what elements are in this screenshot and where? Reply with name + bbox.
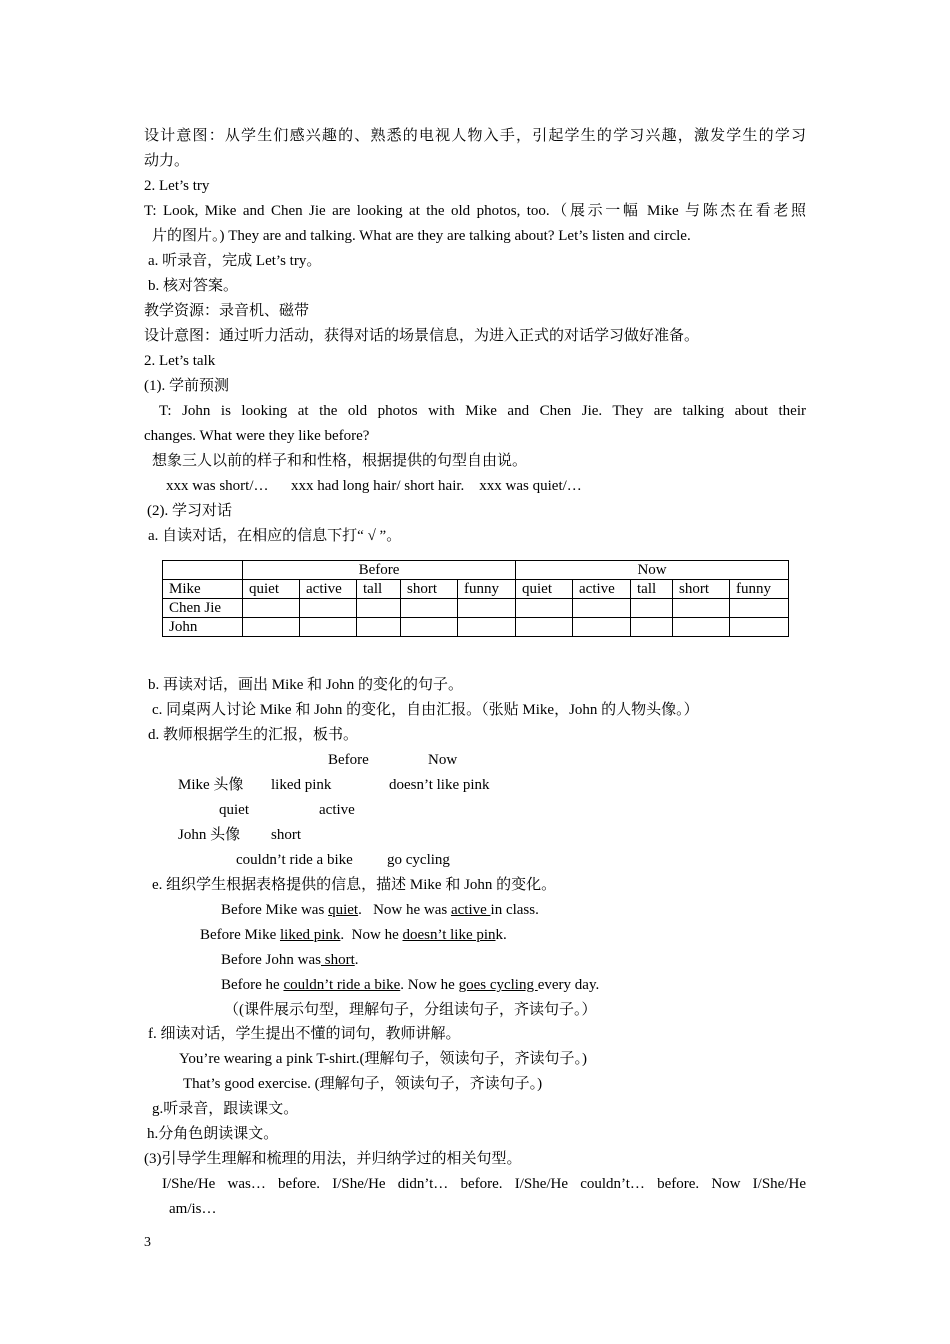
board-mike-portrait: Mike 头像 bbox=[178, 777, 244, 793]
step-f-sentence-1: You’re wearing a pink T-shirt.(理解句子，领读句子，齐读句子。) bbox=[179, 1051, 588, 1067]
table-cell[interactable] bbox=[357, 618, 401, 637]
table-row-label: John bbox=[163, 618, 243, 637]
table-cell[interactable] bbox=[243, 599, 300, 618]
table-row bbox=[163, 599, 789, 618]
underlined-word: liked pink bbox=[279, 927, 341, 943]
lets-talk-teacher-line-1: T: John is looking at the old photos with Mike and Chen Jie. They are talking about their bbox=[159, 403, 806, 419]
lets-talk-heading: 2. Let’s talk bbox=[144, 353, 216, 369]
courseware-note: （(课件展示句型，理解句子，分组读句子，齐读句子。） bbox=[224, 1002, 597, 1018]
table-cell[interactable] bbox=[401, 599, 458, 618]
learn-dialogue-heading: (2). 学习对话 bbox=[147, 503, 232, 519]
board-liked-pink: liked pink bbox=[271, 777, 332, 793]
page-number: 3 bbox=[144, 1235, 151, 1250]
text-segment: . Now he bbox=[340, 927, 403, 943]
table-col-header: active bbox=[300, 580, 357, 599]
table-col-header: tall bbox=[631, 580, 673, 599]
imagine-instruction: 想象三人以前的样子和和性格，根据提供的句型自由说。 bbox=[152, 453, 528, 469]
teaching-resources: 教学资源：录音机、磁带 bbox=[144, 303, 310, 319]
board-john-portrait: John 头像 bbox=[178, 827, 241, 843]
table-col-header: tall bbox=[357, 580, 401, 599]
table-corner-cell bbox=[163, 561, 243, 580]
step-f: f. 细读对话，学生提出不懂的词句，教师讲解。 bbox=[148, 1026, 461, 1042]
underlined-word: couldn’t ride a bike bbox=[283, 977, 401, 993]
design-intent-line-1: 设计意图：从学生们感兴趣的、熟悉的电视人物入手，引起学生的学习兴趣，激发学生的学习 bbox=[144, 128, 806, 144]
table-cell[interactable] bbox=[730, 599, 789, 618]
table-col-header: funny bbox=[730, 580, 789, 599]
design-intent-2: 设计意图：通过听力活动，获得对话的场景信息，为进入正式的对话学习做好准备。 bbox=[144, 328, 700, 344]
lets-try-step-b: b. 核对答案。 bbox=[148, 278, 239, 294]
step-d: d. 教师根据学生的汇报，板书。 bbox=[148, 727, 359, 743]
board-before-label: Before bbox=[328, 752, 369, 768]
underlined-word: goes cycling bbox=[458, 977, 538, 993]
text-segment: . Now he was bbox=[358, 902, 451, 918]
table-now-header: Now bbox=[516, 561, 789, 580]
lets-try-heading: 2. Let’s try bbox=[144, 178, 210, 194]
text-segment: . bbox=[354, 952, 359, 968]
table-col-header: quiet bbox=[516, 580, 573, 599]
sentence-john-short bbox=[221, 950, 358, 970]
table-cell[interactable] bbox=[516, 618, 573, 637]
text-segment: k. bbox=[495, 927, 507, 943]
step-b: b. 再读对话，画出 Mike 和 John 的变化的句子。 bbox=[148, 677, 464, 693]
table-before-header: Before bbox=[243, 561, 516, 580]
table-cell[interactable] bbox=[243, 618, 300, 637]
table-cell[interactable] bbox=[458, 599, 516, 618]
step-f-sentence-2: That’s good exercise. (理解句子，领读句子，齐读句子。) bbox=[183, 1076, 543, 1092]
board-active: active bbox=[319, 802, 355, 818]
sentence-mike-quiet bbox=[221, 900, 539, 920]
step-h: h.分角色朗读课文。 bbox=[147, 1126, 279, 1142]
check-table bbox=[162, 560, 789, 637]
text-segment: Before he bbox=[221, 977, 284, 993]
table-cell[interactable] bbox=[673, 599, 730, 618]
underlined-word: short bbox=[320, 952, 355, 968]
lets-try-teacher-line-1: T: Look, Mike and Chen Jie are looking at the old photos, too.（展示一幅 Mike 与陈杰在看老照 bbox=[144, 203, 806, 219]
table-col-header: funny bbox=[458, 580, 516, 599]
table-cell[interactable] bbox=[300, 599, 357, 618]
part-3-patterns-line-1: I/She/He was… before. I/She/He didn’t… before. I/She/He couldn’t… before. Now I/She/He bbox=[162, 1176, 806, 1192]
lets-try-step-a: a. 听录音，完成 Let’s try。 bbox=[148, 253, 322, 269]
step-c: c. 同桌两人讨论 Mike 和 John 的变化，自由汇报。（张贴 Mike，John 的人物头像。） bbox=[152, 702, 699, 718]
text-segment: in class. bbox=[490, 902, 539, 918]
table-col-header: short bbox=[401, 580, 458, 599]
lets-talk-teacher-line-2: changes. What were they like before? bbox=[144, 428, 370, 444]
table-col-header: quiet bbox=[243, 580, 300, 599]
table-col-header: short bbox=[673, 580, 730, 599]
text-segment: Before John was bbox=[221, 952, 321, 968]
sentence-patterns: xxx was short/… xxx had long hair/ short hair. xxx was quiet/… bbox=[166, 478, 582, 494]
table-row bbox=[163, 580, 789, 599]
pre-prediction-heading: (1). 学前预测 bbox=[144, 378, 229, 394]
board-quiet: quiet bbox=[219, 802, 249, 818]
part-3-heading: (3)引导学生理解和梳理的用法，并归纳学过的相关句型。 bbox=[144, 1151, 522, 1167]
lets-try-teacher-line-2: 片的图片。) They are and talking. What are they are talking about? Let’s listen and circle. bbox=[152, 228, 691, 244]
board-couldnt-ride: couldn’t ride a bike bbox=[236, 852, 353, 868]
sentence-john-cycling bbox=[221, 975, 599, 995]
board-short: short bbox=[271, 827, 301, 843]
table-col-header: active bbox=[573, 580, 631, 599]
text-segment: every day. bbox=[537, 977, 600, 993]
table-row bbox=[163, 618, 789, 637]
text-segment: Before Mike was bbox=[221, 902, 329, 918]
board-now-label: Now bbox=[428, 752, 458, 768]
learn-dialogue-step-a: a. 自读对话，在相应的信息下打“ √ ”。 bbox=[148, 528, 402, 544]
table-cell[interactable] bbox=[401, 618, 458, 637]
table-row-label: Mike bbox=[163, 580, 243, 599]
table-cell[interactable] bbox=[573, 618, 631, 637]
text-segment: . Now he bbox=[400, 977, 459, 993]
sentence-mike-pink bbox=[200, 925, 507, 945]
table-cell[interactable] bbox=[300, 618, 357, 637]
text-segment: Before Mike bbox=[200, 927, 280, 943]
table-cell[interactable] bbox=[673, 618, 730, 637]
table-cell[interactable] bbox=[573, 599, 631, 618]
part-3-patterns-line-2: am/is… bbox=[169, 1201, 217, 1217]
table-cell[interactable] bbox=[730, 618, 789, 637]
underlined-word: doesn’t like pin bbox=[402, 927, 496, 943]
underlined-word: active bbox=[450, 902, 491, 918]
table-cell[interactable] bbox=[631, 618, 673, 637]
design-intent-line-2: 动力。 bbox=[144, 153, 190, 169]
table-row-label: Chen Jie bbox=[163, 599, 243, 618]
table-cell[interactable] bbox=[516, 599, 573, 618]
board-go-cycling: go cycling bbox=[387, 852, 450, 868]
underlined-word: quiet bbox=[328, 902, 359, 918]
table-cell[interactable] bbox=[458, 618, 516, 637]
table-header-row bbox=[163, 561, 789, 580]
board-doesnt-like-pink: doesn’t like pink bbox=[389, 777, 490, 793]
table-cell[interactable] bbox=[631, 599, 673, 618]
step-g: g.听录音，跟读课文。 bbox=[152, 1101, 299, 1117]
step-e: e. 组织学生根据表格提供的信息，描述 Mike 和 John 的变化。 bbox=[152, 877, 557, 893]
table-cell[interactable] bbox=[357, 599, 401, 618]
